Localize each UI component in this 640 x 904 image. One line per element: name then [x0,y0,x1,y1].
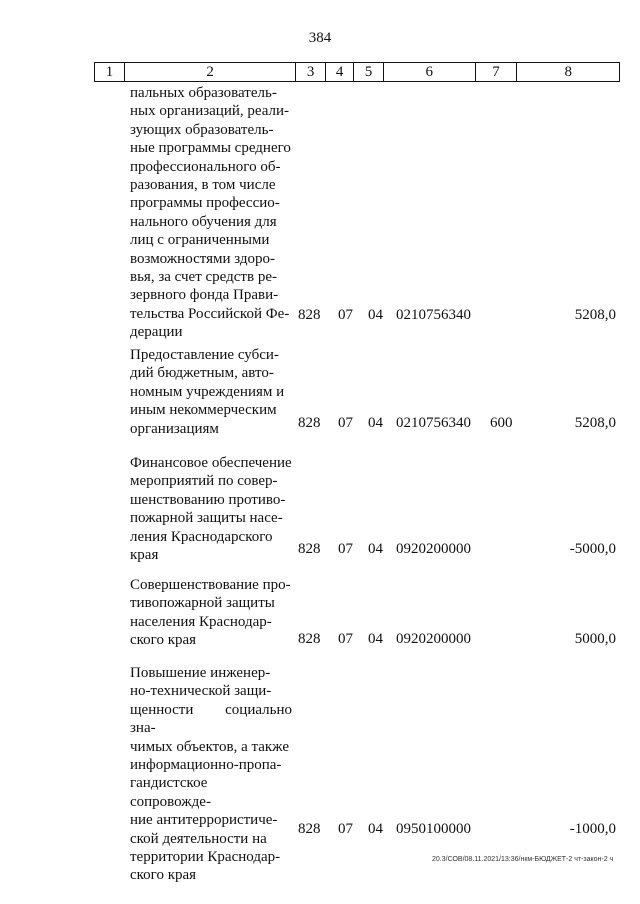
row-gr: 828 [298,307,321,323]
header-col-3: 3 [296,63,326,81]
row-sum: -5000,0 [569,541,616,557]
row-cs: 0950100000 [396,821,471,837]
page-number: 384 [308,30,332,46]
row-cs: 0210756340 [396,307,471,323]
row-pr: 04 [368,541,383,557]
row-pr: 04 [368,307,383,323]
row-rz: 07 [338,307,353,323]
row-description: пальных образователь- ных организаций, реали- зующих образователь- ные программы среднего профессионального об- разования, в том числе программы профессио- нального обучения для лиц с ограниченными возможностями здоро- вья, за счет средств ре- зервного фонда Прави- тельства Российской Фе- дерации [130,85,291,341]
row-description: Финансовое обеспечение мероприятий по совер- шенствованию противо- пожарной защиты насе- ления Краснодарского края [130,455,292,564]
row-description: Повышение инженер- но-технической защи- щенности социально зна- чимых объектов, а также информационно-пропа- гандистское сопровожде- ние антитеррористиче- ской деятельности на территории Краснодар- ского края [130,665,292,884]
row-description: Предоставление субси- дий бюджетным, авто- номным учреждениям и иным некоммерческим организациям [130,347,285,437]
footer-stamp: 20.3/СОВ/08.11.2021/13:36/нкм-БЮДЖЕТ-2 чт-закон-2 ч [432,856,614,863]
row-sum: -1000,0 [569,821,616,837]
row-rz: 07 [338,821,353,837]
row-pr: 04 [368,631,383,647]
row-vr: 600 [490,415,513,431]
row-cs: 0920200000 [396,541,471,557]
row-cs: 0210756340 [396,415,471,431]
header-col-7: 7 [476,63,518,81]
row-cs: 0920200000 [396,631,471,647]
header-col-6: 6 [384,63,476,81]
row-pr: 04 [368,415,383,431]
row-rz: 07 [338,631,353,647]
header-col-8: 8 [564,64,572,80]
header-col-1: 1 [95,63,125,81]
row-sum: 5208,0 [574,415,616,431]
row-sum: 5208,0 [574,307,616,323]
header-col-4: 4 [326,63,354,81]
row-rz: 07 [338,415,353,431]
table-header-row [94,62,620,82]
row-gr: 828 [298,415,321,431]
row-description: Совершенствование про- тивопожарной защиты населения Краснодар- ского края [130,577,291,649]
row-gr: 828 [298,821,321,837]
header-col-2: 2 [125,63,296,81]
header-col-5: 5 [354,63,384,81]
row-rz: 07 [338,541,353,557]
row-sum: 5000,0 [574,631,616,647]
row-gr: 828 [298,541,321,557]
row-pr: 04 [368,821,383,837]
row-gr: 828 [298,631,321,647]
